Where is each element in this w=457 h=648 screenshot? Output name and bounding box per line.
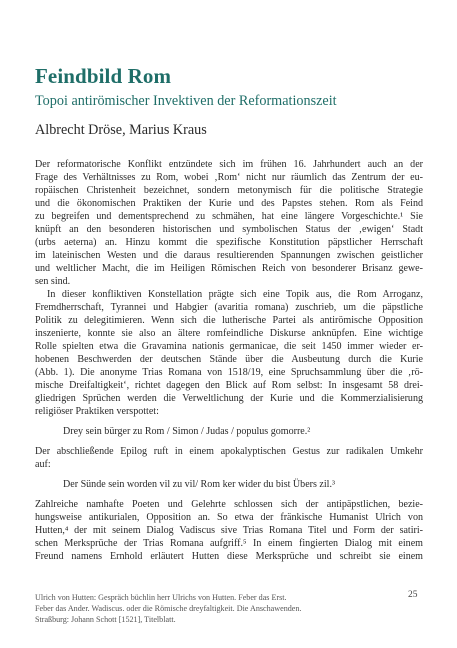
body-line: mische Dreifaltigkeit‘, richtet dagegen den Blick auf Rom selbst: In insgesamt 58 drei- (35, 380, 423, 391)
body-line: Hutten,⁴ der mit seinem Dialog Vadiscus sive Trias Romana Titel und Form der satiri- (35, 525, 423, 536)
quotation-line: Der Sünde sein worden vil zu vil/ Rom ker wider du bist Übers zil.³ (63, 479, 335, 490)
body-line: hobenen Beschwerden der deutschen Stände über die Ausbeutung durch die Kurie (35, 354, 423, 365)
body-line: schen Merksprüche der Trias Romana aufgriff.⁵ In einem fingierten Dialog mit einem (35, 538, 423, 549)
body-line: im lateinischen Westen und die daraus resultierenden Spannungen zwischen geistlicher (35, 250, 423, 261)
body-line: Freund namens Ernhold erläutert Hutten diese Merksprüche und schreibt sie einem (35, 551, 423, 562)
body-line: hungsweise antikurialen, Opposition an. So etwa der fränkische Humanist Ulrich von (35, 512, 423, 523)
body-line: (Abb. 1). Die anonyme Trias Romana von 1518/19, eine Spruchsammlung über die ‚rö- (35, 367, 423, 378)
body-line: Der reformatorische Konflikt entzündete sich im frühen 16. Jahrhundert auch an der (35, 159, 423, 170)
caption-line: Feber das Ander. Wadiscus. oder die Römische dreyfaltigkeit. Die Anschawenden. (35, 604, 302, 613)
article-title: Feindbild Rom (35, 64, 172, 88)
body-line: Politik zu delegitimieren. Wenn sich die lutherische Partei als antirömische Opposition (35, 315, 423, 326)
body-line: Zahlreiche namhafte Poeten und Gelehrte schlossen sich der antipäpstlichen, bezie- (35, 499, 423, 510)
article-subtitle: Topoi antirömischer Invektiven der Reformationszeit (35, 93, 337, 109)
body-line: Der abschließende Epilog ruft in einem apokalyptischen Gestus zur radikalen Umkehr (35, 446, 423, 457)
article-authors: Albrecht Dröse, Marius Kraus (35, 122, 207, 138)
body-line: (urbs aeterna) an. Hinzu kommt die spezifische Konstitution päpstlicher Herrschaft (35, 237, 423, 248)
body-line: knüpft an den besonderen historischen und symbolischen Status der ‚ewigen‘ Stadt (35, 224, 423, 235)
caption-line: Straßburg: Johann Schott [1521], Titelblatt. (35, 615, 176, 624)
body-line: zu begreifen und dementsprechend zu schmähen, hat eine längere Vorgeschichte.¹ Sie (35, 211, 423, 222)
caption-line: Ulrich von Hutten: Gespräch büchlin herr Ulrichs von Hutten. Feber das Erst. (35, 593, 287, 602)
quotation-line: Drey sein bürger zu Rom / Simon / Judas / populus gomorre.² (63, 426, 311, 437)
body-line: inszenierte, konnte sie also an ältere romfeindliche Diskurse anknüpfen. Eine wichtige (35, 328, 423, 339)
body-line: Fremdherrschaft, Tyrannei und Habgier (avaritia romana) zuschrieb, um die päpstliche (35, 302, 423, 313)
body-line: Rolle spielten etwa die Gravamina nationis germanicae, die seit 1450 immer wieder er- (35, 341, 423, 352)
body-line: gliedrigen Sprüchen werden die Verweltlichung der Kurie und die Kommerzialisierung (35, 393, 423, 404)
body-line: auf: (35, 459, 51, 470)
body-line: und die ökonomischen Praktiken der Kurie und des Papstes stehen. Rom als Feind (35, 198, 423, 209)
body-line: religiöser Praktiken verspottet: (35, 406, 159, 417)
page-number: 25 (408, 590, 418, 600)
body-line: In dieser konfliktiven Konstellation prägte sich eine Topik aus, die Rom Arroganz, (47, 289, 423, 300)
body-line: und weltlicher Macht, die im Heiligen Römischen Reich von besonderer Brisanz gewe- (35, 263, 423, 274)
body-line: ropäischen Christenheit bezeichnet, sondern metonymisch für die politische Strategie (35, 185, 423, 196)
body-line: Frage des Verhältnisses zu Rom, wobei ‚Rom‘ nicht nur räumlich das Zentrum der eu- (35, 172, 423, 183)
body-line: sen sind. (35, 276, 71, 287)
